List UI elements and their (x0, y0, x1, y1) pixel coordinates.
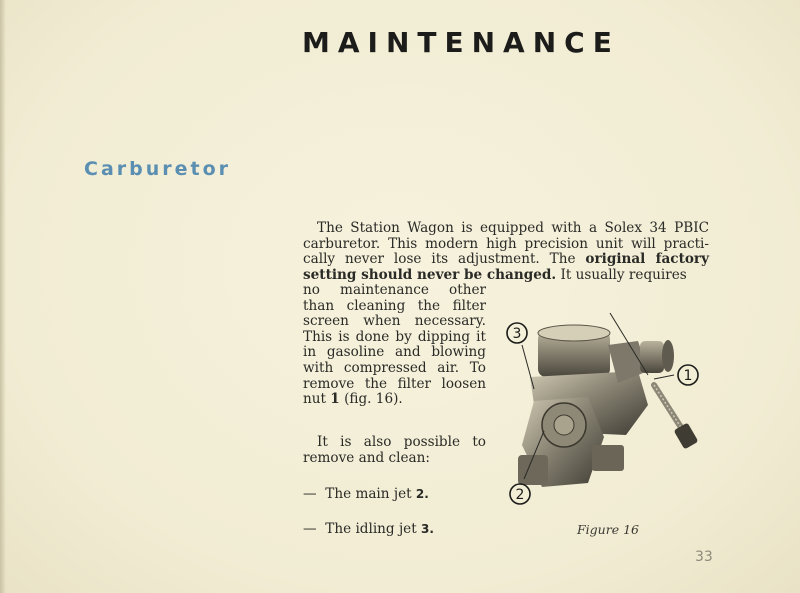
carburetor-figure (498, 305, 718, 517)
also-text: It is also possible to remove and clean: (303, 434, 486, 466)
page-title: MAINTENANCE (302, 26, 620, 59)
filter-text-2: (fig. 16). (339, 391, 403, 408)
callout-number: 3 (512, 326, 522, 342)
leader-line (522, 345, 534, 389)
page-edge-shadow (0, 0, 6, 593)
list-dash: — (303, 486, 317, 502)
callout-1 (678, 365, 698, 385)
leader-line (654, 375, 674, 379)
intro-paragraph (303, 221, 709, 283)
section-heading: Carburetor (84, 158, 232, 180)
intro-text-2: It usually requires (556, 266, 687, 283)
filter-nut-number: 1 (330, 391, 340, 408)
callout-2 (510, 484, 530, 504)
list-item-text: The idling jet (325, 521, 422, 537)
list-item-number: 3. (421, 522, 434, 536)
list-item-idling-jet (303, 521, 434, 537)
list-item-main-jet (303, 486, 429, 502)
carburetor-drawing (518, 313, 698, 487)
page-number: 33 (695, 549, 713, 565)
intro-bold-warning: original factory setting should never be changed. (303, 251, 709, 283)
callout-3 (507, 323, 527, 343)
figure-caption: Figure 16 (577, 522, 639, 537)
list-dash: — (303, 521, 317, 537)
also-paragraph (303, 435, 486, 466)
list-item-number: 2. (415, 487, 429, 501)
list-item-text: The main jet (325, 486, 416, 502)
filter-paragraph (303, 283, 486, 408)
intro-text-1: The Station Wagon is equipped with a Solex 34 PBIC carburetor. This modern high precision unit will practi-cally never lose its adjustment. The (303, 220, 709, 268)
callout-number: 1 (683, 368, 693, 384)
callout-number: 2 (515, 487, 525, 503)
filter-text-1: no maintenance other than cleaning the filter screen when necessary. This is done by dipping it in gasoline and blowing with compressed air. To remove the filter loosen nut (303, 282, 486, 408)
